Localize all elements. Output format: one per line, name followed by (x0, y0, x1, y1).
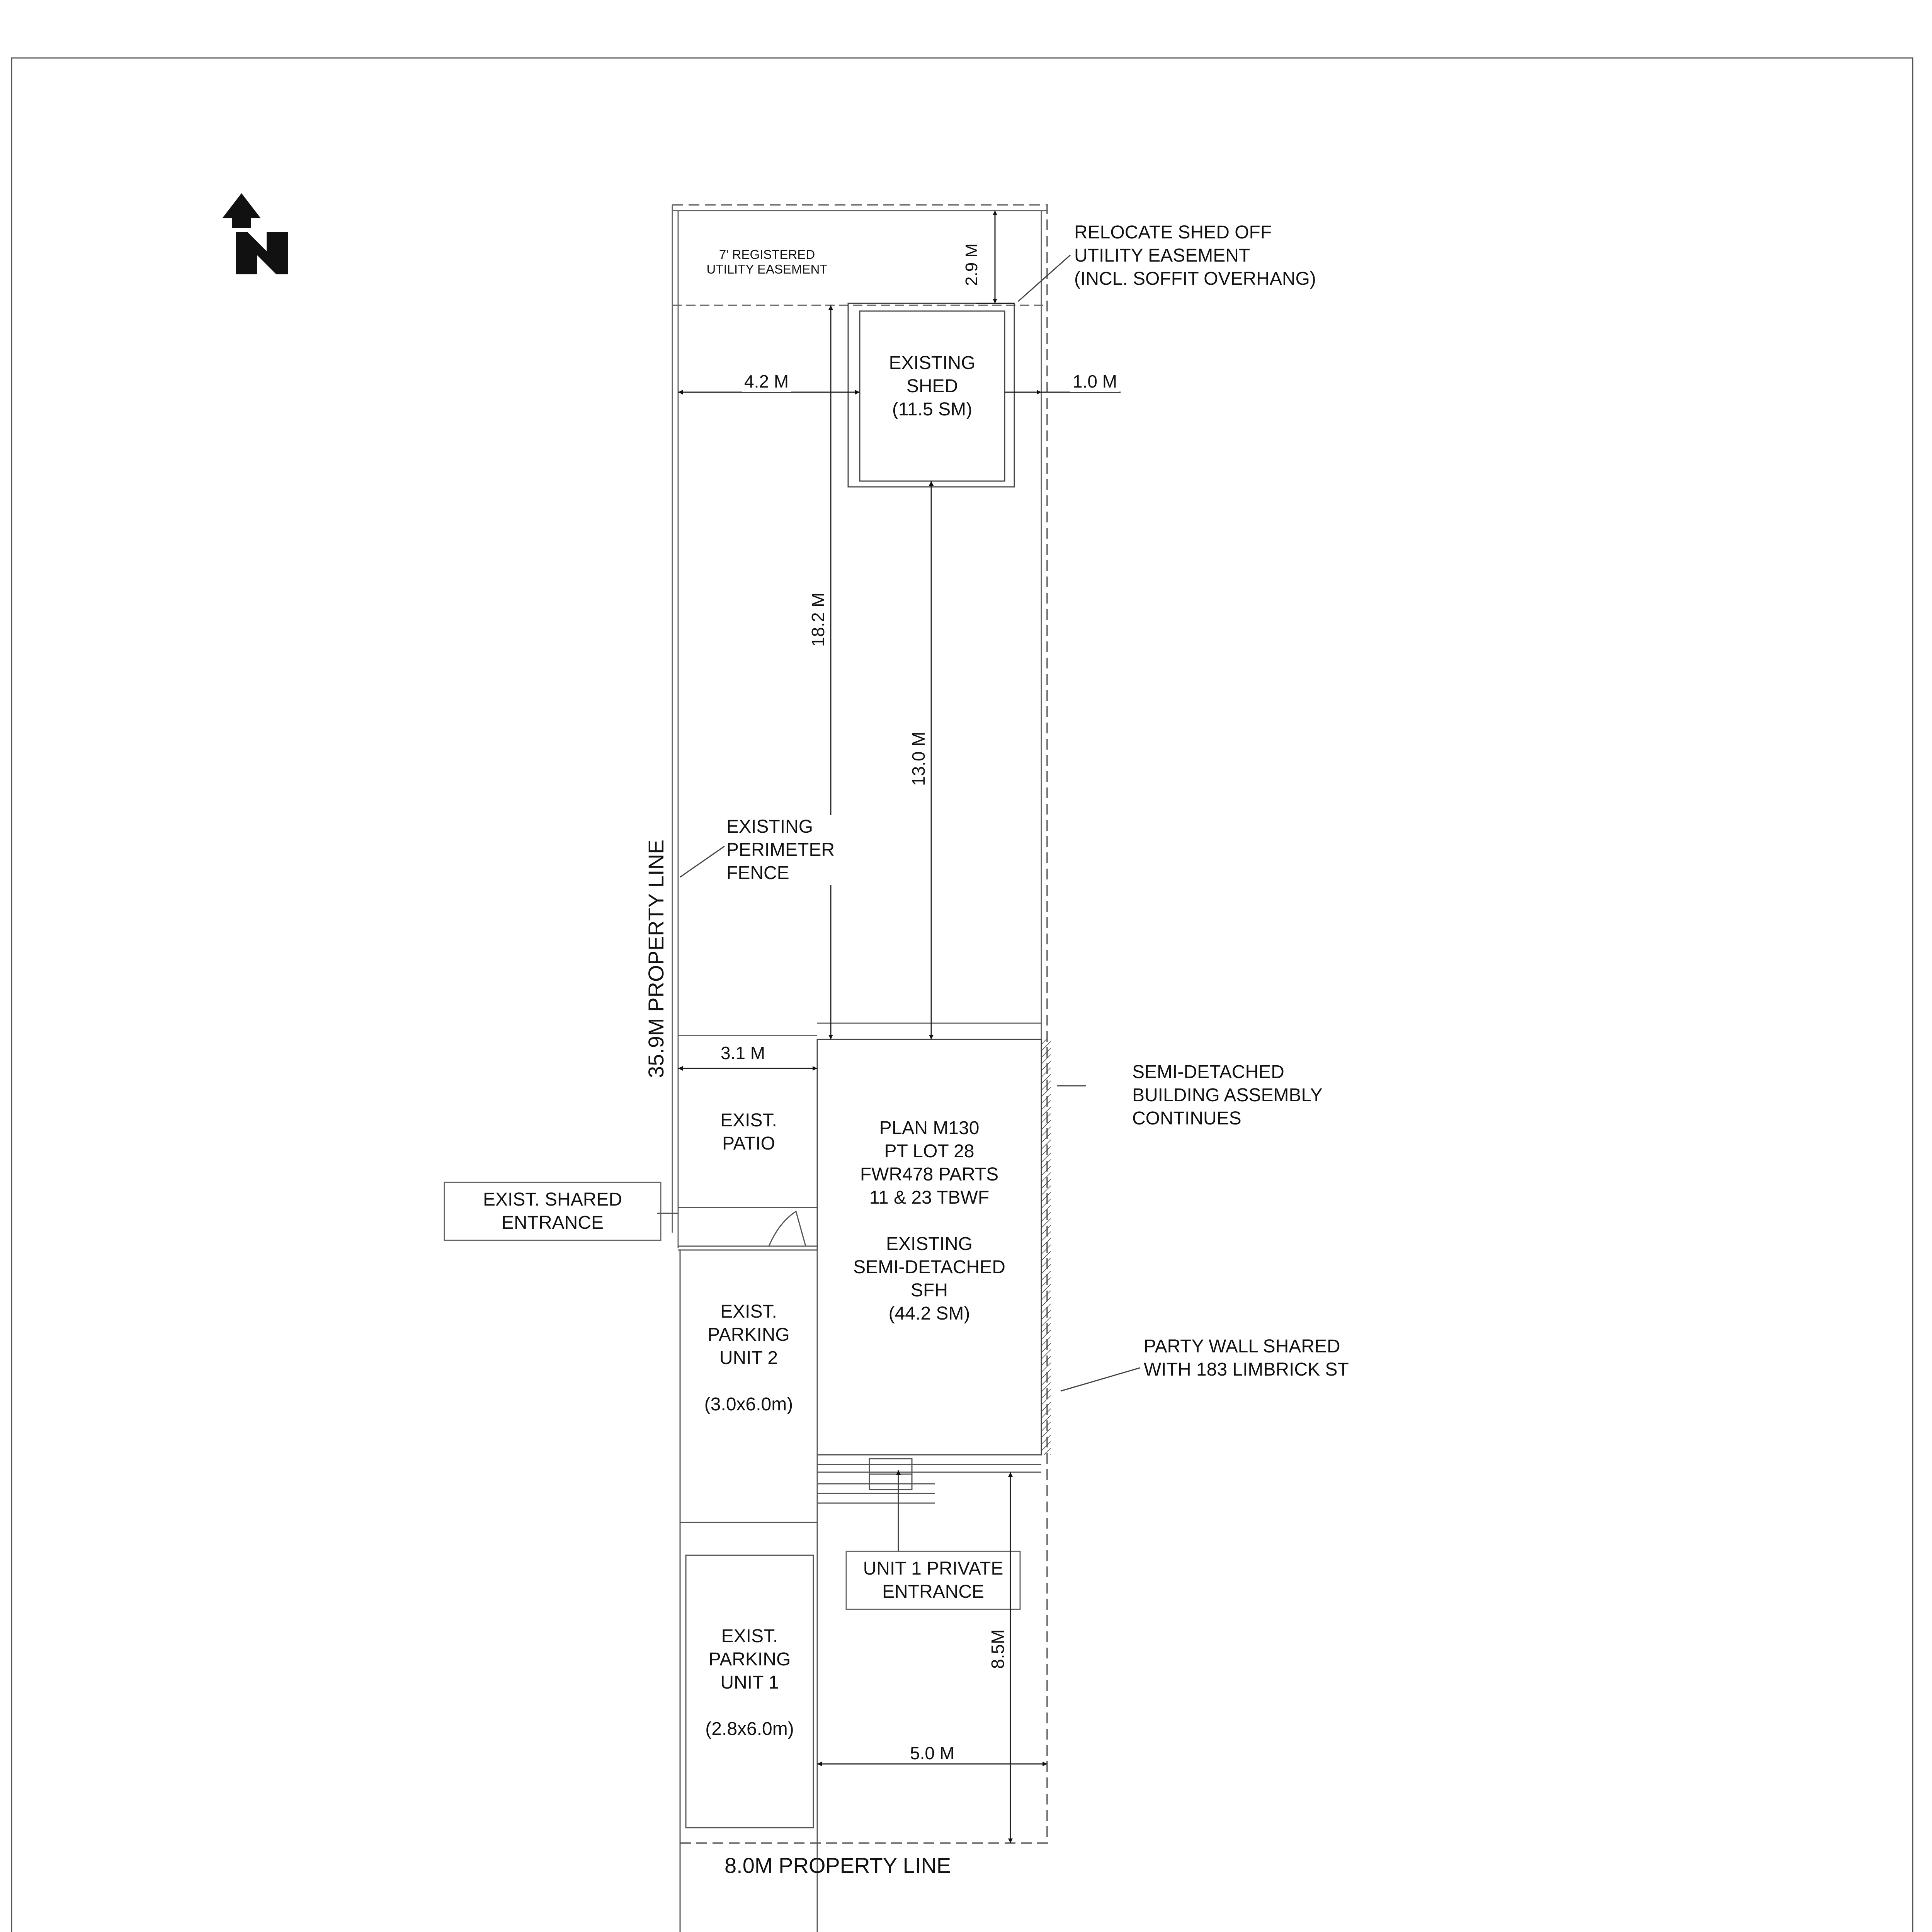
party-wall-hatch (1041, 1039, 1051, 1455)
side-property-line-label: 35.9M PROPERTY LINE (644, 839, 668, 1078)
shared-entrance-label: EXIST. SHARED ENTRANCE (483, 1189, 622, 1233)
dim-shed-left: 4.2 M (742, 371, 791, 392)
dim-rear-yard: 18.2 M (808, 590, 828, 649)
dim-shed-to-house: 13.0 M (908, 729, 929, 788)
north-arrow (222, 193, 288, 274)
sheet-border (12, 58, 1913, 1932)
party-wall-note: PARTY WALL SHARED WITH 183 LIMBRICK ST (1144, 1336, 1349, 1380)
patio-label: EXIST. PATIO (720, 1110, 777, 1154)
relocate-shed-note: RELOCATE SHED OFF UTILITY EASEMENT (INCL. SOFFIT OVERHANG) (1074, 222, 1316, 289)
shed-label: EXISTING SHED (11.5 SM) (889, 353, 976, 420)
dim-front-yard: 8.5M (987, 1627, 1008, 1671)
semi-detached-note: SEMI-DETACHED BUILDING ASSEMBLY CONTINUES (1132, 1062, 1323, 1129)
dim-patio-width: 3.1 M (721, 1043, 765, 1063)
dim-front-width: 5.0 M (910, 1743, 955, 1763)
entrance-steps (817, 1459, 1041, 1503)
private-entrance-label: UNIT 1 PRIVATE ENTRANCE (863, 1558, 1003, 1602)
dim-easement-depth: 2.9 M (962, 243, 981, 286)
parking-unit-2-label: EXIST. PARKING UNIT 2 (3.0x6.0m) (704, 1301, 793, 1415)
front-property-line-label: 8.0M PROPERTY LINE (724, 1853, 951, 1878)
fence-label: EXISTING PERIMETER FENCE (726, 815, 835, 885)
parking-unit-1-label: EXIST. PARKING UNIT 1 (2.8x6.0m) (705, 1626, 794, 1739)
patio-area (657, 1208, 817, 1250)
house-label: PLAN M130 PT LOT 28 FWR478 PARTS 11 & 23 TBWF EXISTING SEMI-DETACHED SFH (44.2 SM) (853, 1118, 1005, 1324)
dim-shed-right: 1.0 M (1070, 371, 1119, 392)
easement-label: 7' REGISTERED UTILITY EASEMENT (706, 247, 828, 276)
